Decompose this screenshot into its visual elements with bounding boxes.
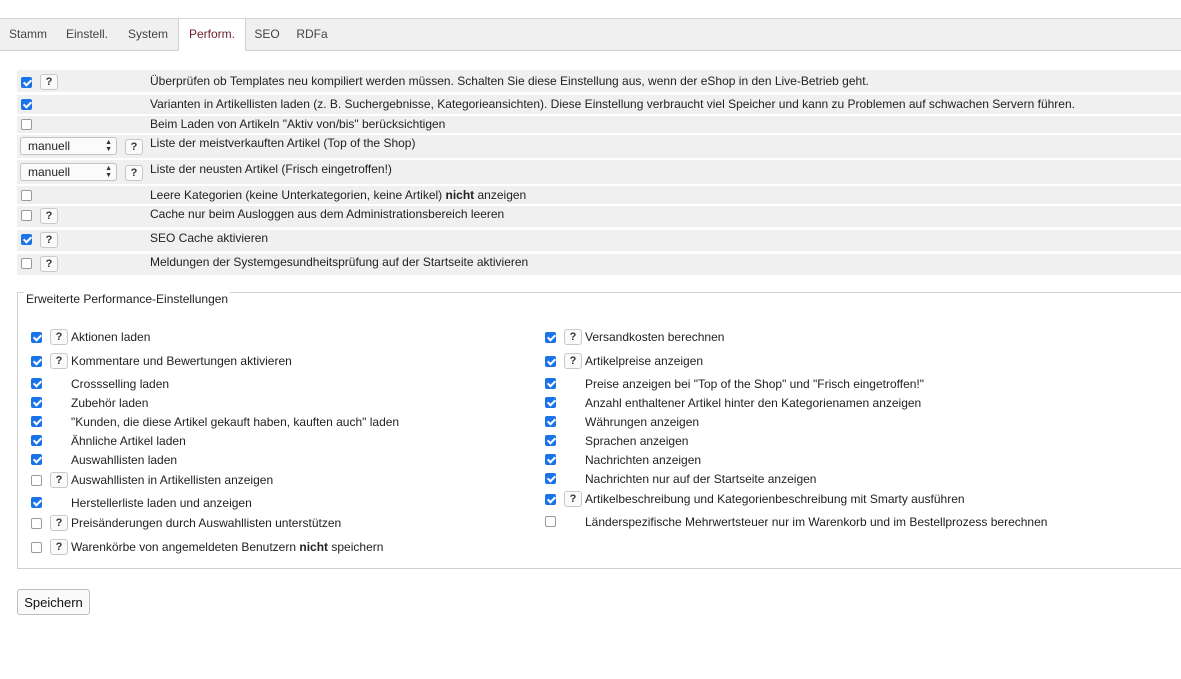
help-icon[interactable]: ? xyxy=(50,515,68,531)
adv-label: Herstellerliste laden und anzeigen xyxy=(71,496,252,510)
help-icon[interactable]: ? xyxy=(40,256,58,272)
help-icon[interactable]: ? xyxy=(564,329,582,345)
adv-left-item xyxy=(31,432,511,450)
adv-label: Warenkörbe von angemeldeten Benutzern nicht speichern xyxy=(71,540,384,554)
prices-top-shop-checkbox[interactable] xyxy=(545,378,556,389)
adv-label: Auswahllisten laden xyxy=(71,453,178,467)
tab-perform[interactable]: Perform. xyxy=(178,19,246,51)
variants-checkbox[interactable] xyxy=(21,99,32,110)
help-icon[interactable]: ? xyxy=(40,74,58,90)
select-arrows-icon: ▲ ▼ xyxy=(105,165,112,179)
adv-label: Kommentare und Bewertungen aktivieren xyxy=(71,354,292,368)
newest-select[interactable] xyxy=(20,163,117,181)
news-checkbox[interactable] xyxy=(545,454,556,465)
adv-label: Nachrichten nur auf der Startseite anzeigen xyxy=(585,472,817,486)
adv-left-item xyxy=(31,538,511,556)
adv-left-item xyxy=(31,394,511,412)
adv-label: Aktionen laden xyxy=(71,330,151,344)
actions-checkbox[interactable] xyxy=(31,332,42,343)
adv-label: Anzahl enthaltener Artikel hinter den Kategorienamen anzeigen xyxy=(585,396,922,410)
help-icon[interactable]: ? xyxy=(50,329,68,345)
adv-label: Crossselling laden xyxy=(71,377,170,391)
tab-rdfa[interactable]: RDFa xyxy=(296,27,328,41)
help-icon[interactable]: ? xyxy=(564,353,582,369)
setting-label: Beim Laden von Artikeln "Aktiv von/bis" berücksichtigen xyxy=(150,117,446,131)
save-baskets-checkbox[interactable] xyxy=(31,542,42,553)
help-icon[interactable]: ? xyxy=(40,208,58,224)
crossselling-checkbox[interactable] xyxy=(31,378,42,389)
adv-label: Auswahllisten in Artikellisten anzeigen xyxy=(71,473,274,487)
adv-left-item xyxy=(31,375,511,393)
setting-label: Cache nur beim Ausloggen aus dem Administrationsbereich leeren xyxy=(150,207,505,221)
empty-categories-checkbox[interactable] xyxy=(21,190,32,201)
tab-seo[interactable]: SEO xyxy=(254,27,280,41)
currencies-checkbox[interactable] xyxy=(545,416,556,427)
setting-label: Leere Kategorien (keine Unterkategorien, keine Artikel) nicht anzeigen xyxy=(150,188,527,202)
reviews-checkbox[interactable] xyxy=(31,356,42,367)
adv-label: Artikelpreise anzeigen xyxy=(585,354,704,368)
article-count-checkbox[interactable] xyxy=(545,397,556,408)
customers-also-bought-checkbox[interactable] xyxy=(31,416,42,427)
select-value: manuell xyxy=(28,139,71,153)
adv-left-item xyxy=(31,494,511,512)
setting-row-health-check xyxy=(17,254,1181,275)
help-icon[interactable]: ? xyxy=(50,353,68,369)
active-from-to-checkbox[interactable] xyxy=(21,119,32,130)
adv-label: "Kunden, die diese Artikel gekauft haben, kauften auch" laden xyxy=(71,415,400,429)
tab-stamm[interactable]: Stamm xyxy=(8,27,47,41)
adv-label: Länderspezifische Mehrwertsteuer nur im Warenkorb und im Bestellprozess berechnen xyxy=(585,515,1048,529)
manufacturer-list-checkbox[interactable] xyxy=(31,497,42,508)
adv-right-item xyxy=(545,513,1145,531)
select-value: manuell xyxy=(28,165,71,179)
cache-logout-checkbox[interactable] xyxy=(21,210,32,221)
similar-articles-checkbox[interactable] xyxy=(31,435,42,446)
setting-row-cache-logout xyxy=(17,206,1181,227)
help-icon[interactable]: ? xyxy=(50,539,68,555)
selection-lists-checkbox[interactable] xyxy=(31,454,42,465)
help-icon[interactable]: ? xyxy=(40,232,58,248)
adv-left-item xyxy=(31,328,511,346)
adv-right-item xyxy=(545,328,1145,346)
adv-left-item xyxy=(31,413,511,431)
help-icon[interactable]: ? xyxy=(564,491,582,507)
setting-row-topseller xyxy=(17,135,1181,158)
selection-lists-in-lists-checkbox[interactable] xyxy=(31,475,42,486)
setting-label: Meldungen der Systemgesundheitsprüfung auf der Startseite aktivieren xyxy=(150,255,529,269)
topseller-select[interactable] xyxy=(20,137,117,155)
adv-label: Artikelbeschreibung und Kategorienbeschreibung mit Smarty ausführen xyxy=(585,492,965,506)
smarty-description-checkbox[interactable] xyxy=(545,494,556,505)
seo-cache-checkbox[interactable] xyxy=(21,234,32,245)
adv-label: Sprachen anzeigen xyxy=(585,434,689,448)
news-startpage-checkbox[interactable] xyxy=(545,473,556,484)
setting-label: Liste der meistverkauften Artikel (Top of the Shop) xyxy=(150,136,416,150)
health-check-checkbox[interactable] xyxy=(21,258,32,269)
adv-label: Nachrichten anzeigen xyxy=(585,453,702,467)
adv-left-item xyxy=(31,352,511,370)
adv-label: Zubehör laden xyxy=(71,396,149,410)
help-icon[interactable]: ? xyxy=(125,165,143,181)
advanced-performance-legend: Erweiterte Performance-Einstellungen xyxy=(26,292,229,306)
adv-label: Preise anzeigen bei "Top of the Shop" und "Frisch eingetroffen!" xyxy=(585,377,925,391)
template-compile-checkbox[interactable] xyxy=(21,77,32,88)
accessories-checkbox[interactable] xyxy=(31,397,42,408)
setting-label: Varianten in Artikellisten laden (z. B. Suchergebnisse, Kategorieansichten). Diese Einstellung verbraucht viel Speicher und kann zu Problemen auf schwachen Servern führen. xyxy=(150,97,1075,111)
article-prices-checkbox[interactable] xyxy=(545,356,556,367)
adv-right-item xyxy=(545,413,1145,431)
adv-label: Währungen anzeigen xyxy=(585,415,700,429)
adv-label: Ähnliche Artikel laden xyxy=(71,434,186,448)
setting-row-template-compile xyxy=(17,70,1181,92)
adv-left-item xyxy=(31,451,511,469)
save-button[interactable]: Speichern xyxy=(17,589,90,615)
languages-checkbox[interactable] xyxy=(545,435,556,446)
adv-right-item xyxy=(545,394,1145,412)
setting-row-active-from-to xyxy=(17,116,1181,133)
setting-row-seo-cache xyxy=(17,230,1181,251)
setting-row-variants xyxy=(17,95,1181,114)
help-icon[interactable]: ? xyxy=(125,139,143,155)
shipping-costs-checkbox[interactable] xyxy=(545,332,556,343)
adv-left-item xyxy=(31,514,511,532)
setting-row-newest xyxy=(17,160,1181,184)
adv-label: Preisänderungen durch Auswahllisten unterstützen xyxy=(71,516,342,530)
adv-right-item xyxy=(545,451,1145,469)
select-arrows-icon: ▲ ▼ xyxy=(105,139,112,153)
tab-system[interactable]: System xyxy=(127,27,168,41)
adv-left-item xyxy=(31,471,511,489)
help-icon[interactable]: ? xyxy=(50,472,68,488)
setting-label: SEO Cache aktivieren xyxy=(150,231,269,245)
tab-bar xyxy=(0,18,1181,51)
setting-label: Liste der neusten Artikel (Frisch eingetroffen!) xyxy=(150,162,392,176)
country-vat-checkbox[interactable] xyxy=(545,516,556,527)
adv-right-item xyxy=(545,432,1145,450)
adv-right-item xyxy=(545,470,1145,488)
adv-right-item xyxy=(545,352,1145,370)
adv-label: Versandkosten berechnen xyxy=(585,330,725,344)
adv-right-item xyxy=(545,490,1145,508)
setting-label: Überprüfen ob Templates neu kompiliert werden müssen. Schalten Sie diese Einstellung aus, wenn der eShop in den Live-Betrieb geht. xyxy=(150,74,869,88)
price-changes-checkbox[interactable] xyxy=(31,518,42,529)
adv-right-item xyxy=(545,375,1145,393)
setting-row-empty-categories xyxy=(17,186,1181,204)
tab-einstell[interactable]: Einstell. xyxy=(65,27,109,41)
